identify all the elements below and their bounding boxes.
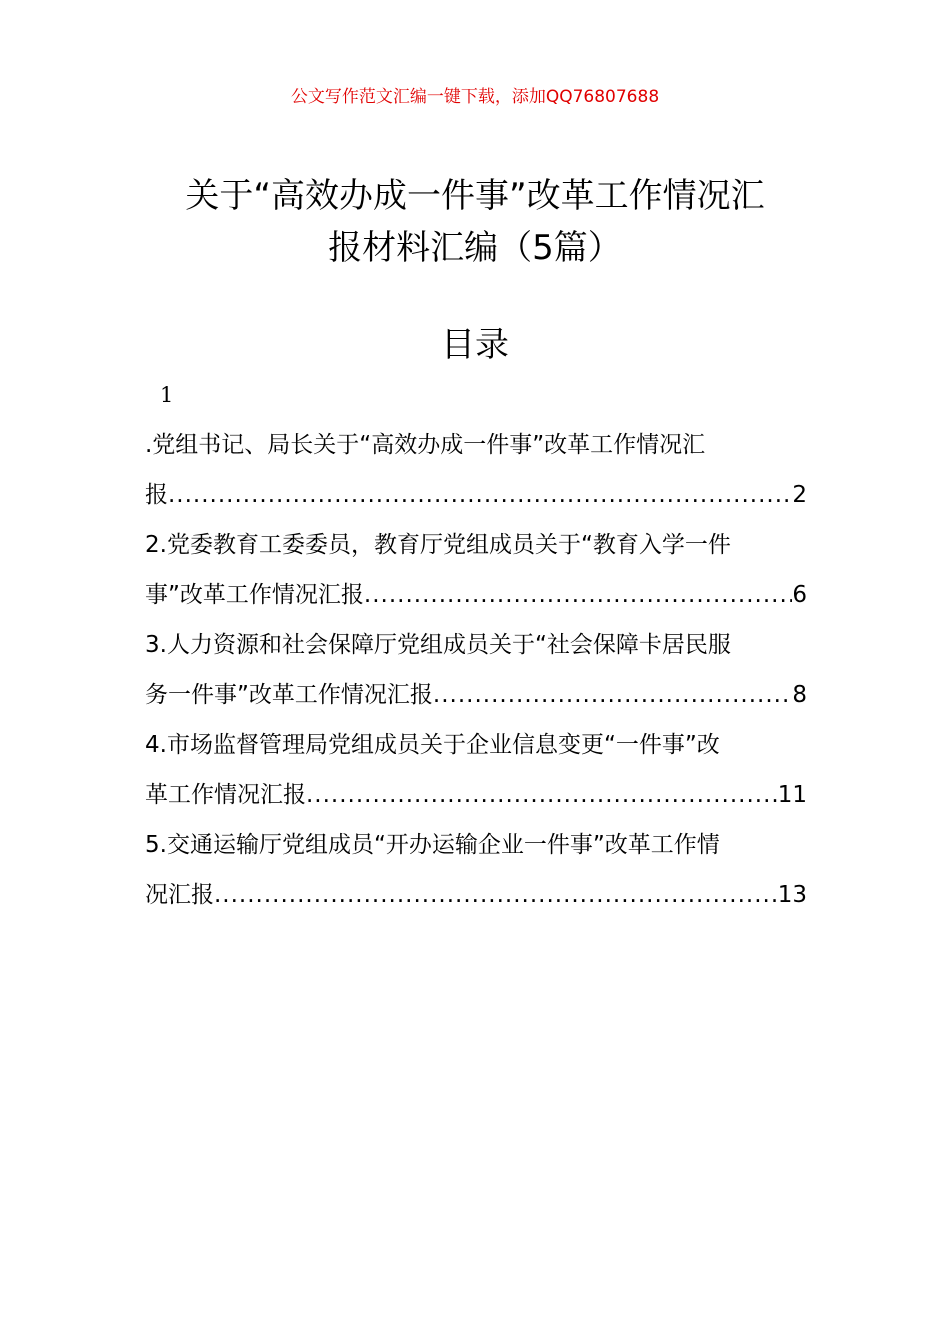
dot-leader <box>306 770 778 820</box>
toc-entry-text-cont: 事”改革工作情况汇报 <box>145 582 364 608</box>
toc-heading: 目录 <box>441 325 509 365</box>
table-of-contents <box>145 420 807 920</box>
toc-entry-4[interactable] <box>145 720 807 820</box>
toc-entry-text: 2.党委教育工委委员，教育厅党组成员关于“教育入学一件 <box>145 532 731 558</box>
dot-leader <box>433 670 792 720</box>
toc-entry-3[interactable] <box>145 620 807 720</box>
dot-leader <box>214 870 778 920</box>
toc-entry-text-cont: 报 <box>145 482 168 508</box>
toc-entry-text-cont: 况汇报 <box>145 882 214 908</box>
toc-entry-text-cont: 革工作情况汇报 <box>145 782 306 808</box>
toc-entry-text: 3.人力资源和社会保障厅党组成员关于“社会保障卡居民服 <box>145 632 731 658</box>
toc-entry-2[interactable] <box>145 520 807 620</box>
toc-entry-1[interactable] <box>145 420 807 520</box>
header-note: 公文写作范文汇编一键下载，添加QQ76807688 <box>290 87 660 107</box>
toc-page-number: 13 <box>777 882 807 908</box>
document-title <box>140 170 810 274</box>
dot-leader <box>168 470 792 520</box>
toc-entry-text: .党组书记、局长关于“高效办成一件事”改革工作情况汇 <box>145 432 706 458</box>
toc-entry-5[interactable] <box>145 820 807 920</box>
toc-page-number: 6 <box>792 582 807 608</box>
dot-leader <box>364 570 792 620</box>
title-line-2: 报材料汇编（5篇） <box>328 228 622 268</box>
toc-entry-text: 4.市场监督管理局党组成员关于企业信息变更“一件事”改 <box>145 732 720 758</box>
toc-entry-text: 5.交通运输厅党组成员“开办运输企业一件事”改革工作情 <box>145 832 720 858</box>
title-line-1: 关于“高效办成一件事”改革工作情况汇 <box>185 176 765 216</box>
toc-page-number: 8 <box>792 682 807 708</box>
toc-entry-text-cont: 务一件事”改革工作情况汇报 <box>145 682 433 708</box>
toc-page-number: 2 <box>792 482 807 508</box>
toc-first-number: 1 <box>160 383 174 407</box>
toc-page-number: 11 <box>777 782 807 808</box>
